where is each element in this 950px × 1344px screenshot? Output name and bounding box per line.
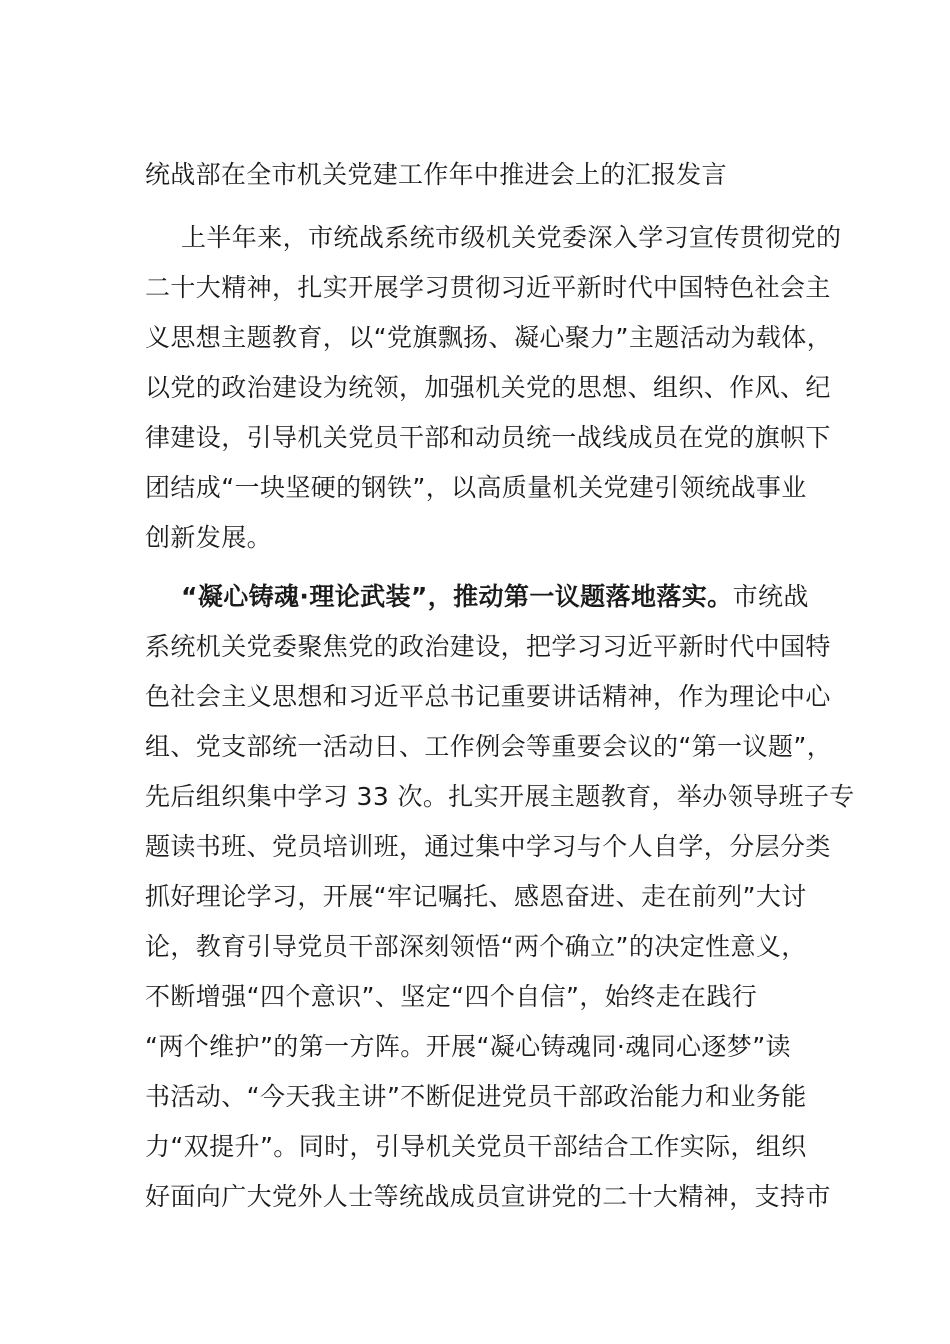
paragraph-line: 系统机关党委聚焦党的政治建设，把学习习近平新时代中国特 <box>145 632 831 661</box>
paragraph-line: 义思想主题教育，以“党旗飘扬、凝心聚力”主题活动为载体， <box>145 323 833 352</box>
paragraph-line: 创新发展。 <box>145 523 273 552</box>
paragraph-theory <box>145 572 855 1222</box>
paragraph-line: 书活动、“今天我主讲”不断促进党员干部政治能力和业务能 <box>145 1082 807 1111</box>
paragraph-line: 团结成“一块坚硬的钢铁”，以高质量机关党建引领统战事业 <box>145 473 807 502</box>
paragraph-line: 论，教育引导党员干部深刻领悟“两个确立”的决定性意义， <box>145 932 807 961</box>
paragraph-intro <box>145 213 842 563</box>
paragraph-line: 力“双提升”。同时，引导机关党员干部结合工作实际，组织 <box>145 1132 807 1161</box>
paragraph-line: 组、党支部统一活动日、工作例会等重要会议的“第一议题”， <box>145 732 833 761</box>
paragraph-line: 色社会主义思想和习近平总书记重要讲话精神，作为理论中心 <box>145 682 831 711</box>
paragraph-line: 上半年来，市统战系统市级机关党委深入学习宣传贯彻党的 <box>181 223 842 252</box>
paragraph-line: 二十大精神，扎实开展学习贯彻习近平新时代中国特色社会主 <box>145 273 831 302</box>
paragraph-line: 好面向广大党外人士等统战成员宣讲党的二十大精神，支持市 <box>145 1182 831 1211</box>
document-title: 统战部在全市机关党建工作年中推进会上的汇报发言 <box>145 160 727 189</box>
paragraph-line: 以党的政治建设为统领，加强机关党的思想、组织、作风、纪 <box>145 373 831 402</box>
section-heading: “凝心铸魂·理论武装”，推动第一议题落地落实。 <box>181 582 733 611</box>
paragraph-line: 抓好理论学习，开展“牢记嘱托、感恩奋进、走在前列”大讨 <box>145 882 807 911</box>
paragraph-line: “两个维护”的第一方阵。开展“凝心铸魂同·魂同心逐梦”读 <box>145 1032 791 1061</box>
paragraph-line: 律建设，引导机关党员干部和动员统一战线成员在党的旗帜下 <box>145 423 831 452</box>
paragraph-line: 先后组织集中学习 33 次。扎实开展主题教育，举办领导班子专 <box>145 782 855 811</box>
paragraph-line: 不断增强“四个意识”、坚定“四个自信”，始终走在践行 <box>145 982 758 1011</box>
paragraph-first-line <box>145 572 815 622</box>
paragraph-line: 题读书班、党员培训班，通过集中学习与个人自学，分层分类 <box>145 832 831 861</box>
heading-continuation: 市统战 <box>732 582 809 611</box>
